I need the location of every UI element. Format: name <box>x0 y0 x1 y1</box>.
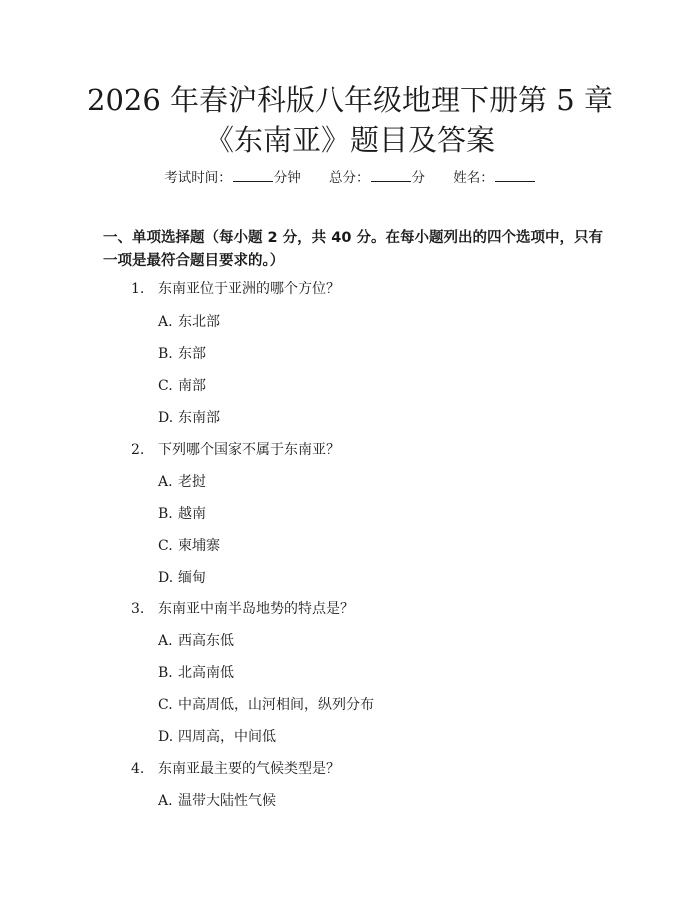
option-letter: B. <box>158 506 173 522</box>
name-blank[interactable] <box>495 168 535 182</box>
question-text: 下列哪个国家不属于东南亚？ <box>158 442 340 458</box>
option-text: 中高周低，山河相间，纵列分布 <box>178 697 374 713</box>
name-field <box>453 168 536 188</box>
option-text: 南部 <box>178 378 206 394</box>
option-text: 西高东低 <box>178 633 234 649</box>
option-text: 缅甸 <box>178 570 206 586</box>
question-number: 1. <box>131 281 145 297</box>
option-text: 柬埔寨 <box>178 538 220 554</box>
option-letter: D. <box>158 570 174 586</box>
total-score-field <box>329 168 425 188</box>
option-letter: A. <box>158 314 173 330</box>
question-number: 2. <box>131 442 145 458</box>
option-letter: D. <box>158 729 174 745</box>
total-score-label: 总分： <box>329 170 370 186</box>
option-text: 老挝 <box>178 474 206 490</box>
option-letter: D. <box>158 410 174 426</box>
section-heading: 一、单项选择题（每小题 2 分，共 40 分。在每小题列出的四个选项中，只有一项是最符合题目要求的。） <box>103 230 603 269</box>
question-text: 东南亚位于亚洲的哪个方位？ <box>158 281 340 297</box>
option-letter: C. <box>158 538 173 554</box>
total-score-unit: 分 <box>411 170 425 186</box>
name-label: 姓名： <box>453 170 494 186</box>
option-letter: C. <box>158 697 173 713</box>
option-letter: B. <box>158 346 173 362</box>
option-letter: A. <box>158 633 173 649</box>
question-number: 3. <box>131 601 145 617</box>
exam-time-unit: 分钟 <box>273 170 301 186</box>
option-letter: A. <box>158 793 173 809</box>
exam-time-label: 考试时间： <box>164 170 232 186</box>
option-text: 东北部 <box>178 314 220 330</box>
exam-info-line <box>0 168 700 188</box>
option-text: 越南 <box>178 506 206 522</box>
option-text: 温带大陆性气候 <box>178 793 276 809</box>
option-text: 四周高，中间低 <box>178 729 276 745</box>
total-score-blank[interactable] <box>371 168 411 182</box>
option-letter: A. <box>158 474 173 490</box>
question-number: 4. <box>131 761 145 777</box>
option-text: 北高南低 <box>178 665 234 681</box>
option-text: 东部 <box>178 346 206 362</box>
question-text: 东南亚中南半岛地势的特点是？ <box>158 601 354 617</box>
exam-time-blank[interactable] <box>233 168 273 182</box>
question-text: 东南亚最主要的气候类型是？ <box>158 761 340 777</box>
option-letter: B. <box>158 665 173 681</box>
document-title: 2026 年春沪科版八年级地理下册第 5 章《东南亚》题目及答案 <box>87 83 613 157</box>
exam-time-field <box>164 168 301 188</box>
option-letter: C. <box>158 378 173 394</box>
option-text: 东南部 <box>178 410 220 426</box>
